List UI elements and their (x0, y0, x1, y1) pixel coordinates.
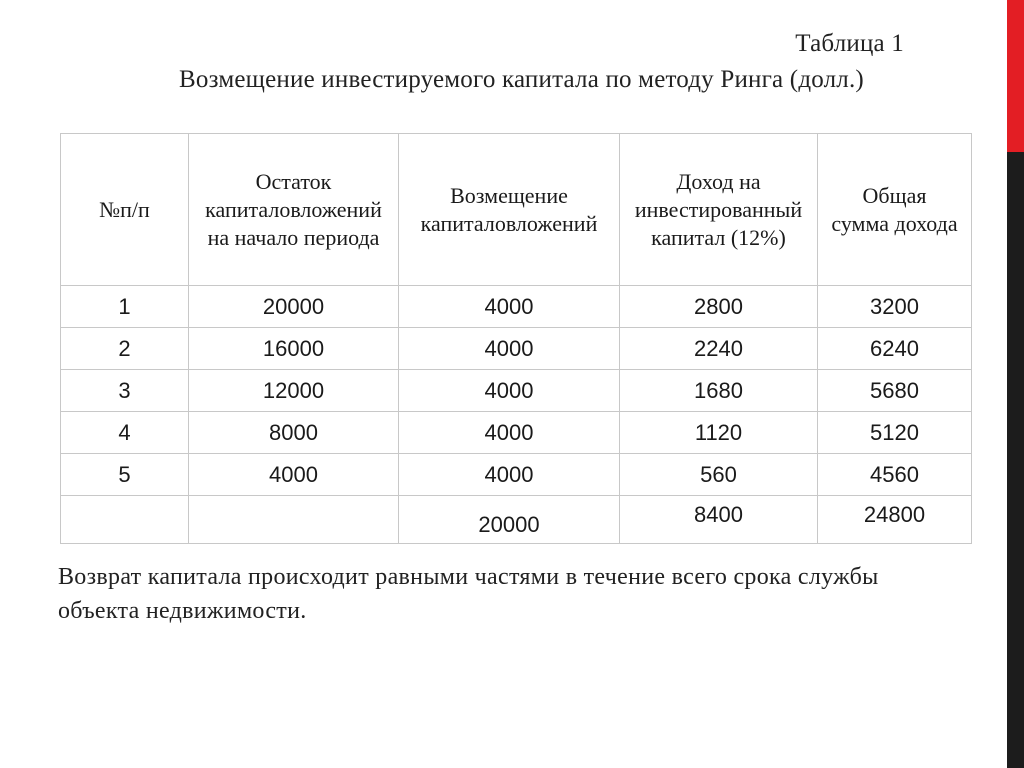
table-cell: 20000 (189, 286, 399, 328)
table-cell: 4000 (399, 370, 620, 412)
header-line: инвестированный (634, 196, 803, 222)
table-number-label: Таблица 1 (795, 30, 904, 57)
table-cell: 4000 (399, 454, 620, 496)
table-title: Возмещение инвестируемого капитала по методу Ринга (долл.) (179, 66, 864, 93)
table-row (61, 328, 972, 370)
total-cell-investment-income: 8400 (620, 496, 818, 544)
header-row (61, 134, 972, 286)
header-line: капиталовложений (420, 210, 598, 236)
table-cell: 1680 (620, 370, 818, 412)
table-cell: 4000 (189, 454, 399, 496)
table-cell: 16000 (189, 328, 399, 370)
table-row (61, 370, 972, 412)
header-cell-total-income (818, 134, 972, 286)
header-line: №п/п (99, 196, 150, 222)
table-cell: 4000 (399, 412, 620, 454)
data-table (60, 133, 972, 544)
header-line: Возмещение (450, 182, 568, 208)
table-cell: 6240 (818, 328, 972, 370)
table-cell: 4000 (399, 286, 620, 328)
header-line: Остаток (255, 168, 332, 194)
header-line: на начало периода (207, 224, 380, 250)
total-cell (61, 496, 189, 544)
table-cell: 1 (61, 286, 189, 328)
table-cell: 4000 (399, 328, 620, 370)
header-cell-number (61, 134, 189, 286)
table-cell: 5 (61, 454, 189, 496)
table-cell: 3200 (818, 286, 972, 328)
total-cell-capital-recovery: 20000 (399, 496, 620, 544)
header-line: Доход на (676, 168, 761, 194)
total-row (61, 496, 972, 544)
header-line: Общая (862, 182, 927, 208)
table-cell: 8000 (189, 412, 399, 454)
header-cell-investment-income (620, 134, 818, 286)
header-line: капитал (12%) (651, 224, 786, 250)
table-cell: 4 (61, 412, 189, 454)
table-cell: 560 (620, 454, 818, 496)
accent-bar-dark (1007, 152, 1024, 768)
header-line: капиталовложений (205, 196, 382, 222)
table-cell: 2800 (620, 286, 818, 328)
table-cell: 5680 (818, 370, 972, 412)
table-row (61, 286, 972, 328)
table-row (61, 454, 972, 496)
body-paragraph: Возврат капитала происходит равными частями в течение всего срока службы объекта недвижимости. (58, 564, 879, 624)
table-cell: 12000 (189, 370, 399, 412)
table-cell: 5120 (818, 412, 972, 454)
table-cell: 1120 (620, 412, 818, 454)
header-cell-capital-recovery (399, 134, 620, 286)
header-cell-remaining-capital (189, 134, 399, 286)
table-cell: 3 (61, 370, 189, 412)
table-row (61, 412, 972, 454)
table-cell: 2 (61, 328, 189, 370)
table-cell: 2240 (620, 328, 818, 370)
table-cell: 4560 (818, 454, 972, 496)
total-cell-total-income: 24800 (818, 496, 972, 544)
total-cell (189, 496, 399, 544)
header-line: сумма дохода (831, 210, 958, 236)
